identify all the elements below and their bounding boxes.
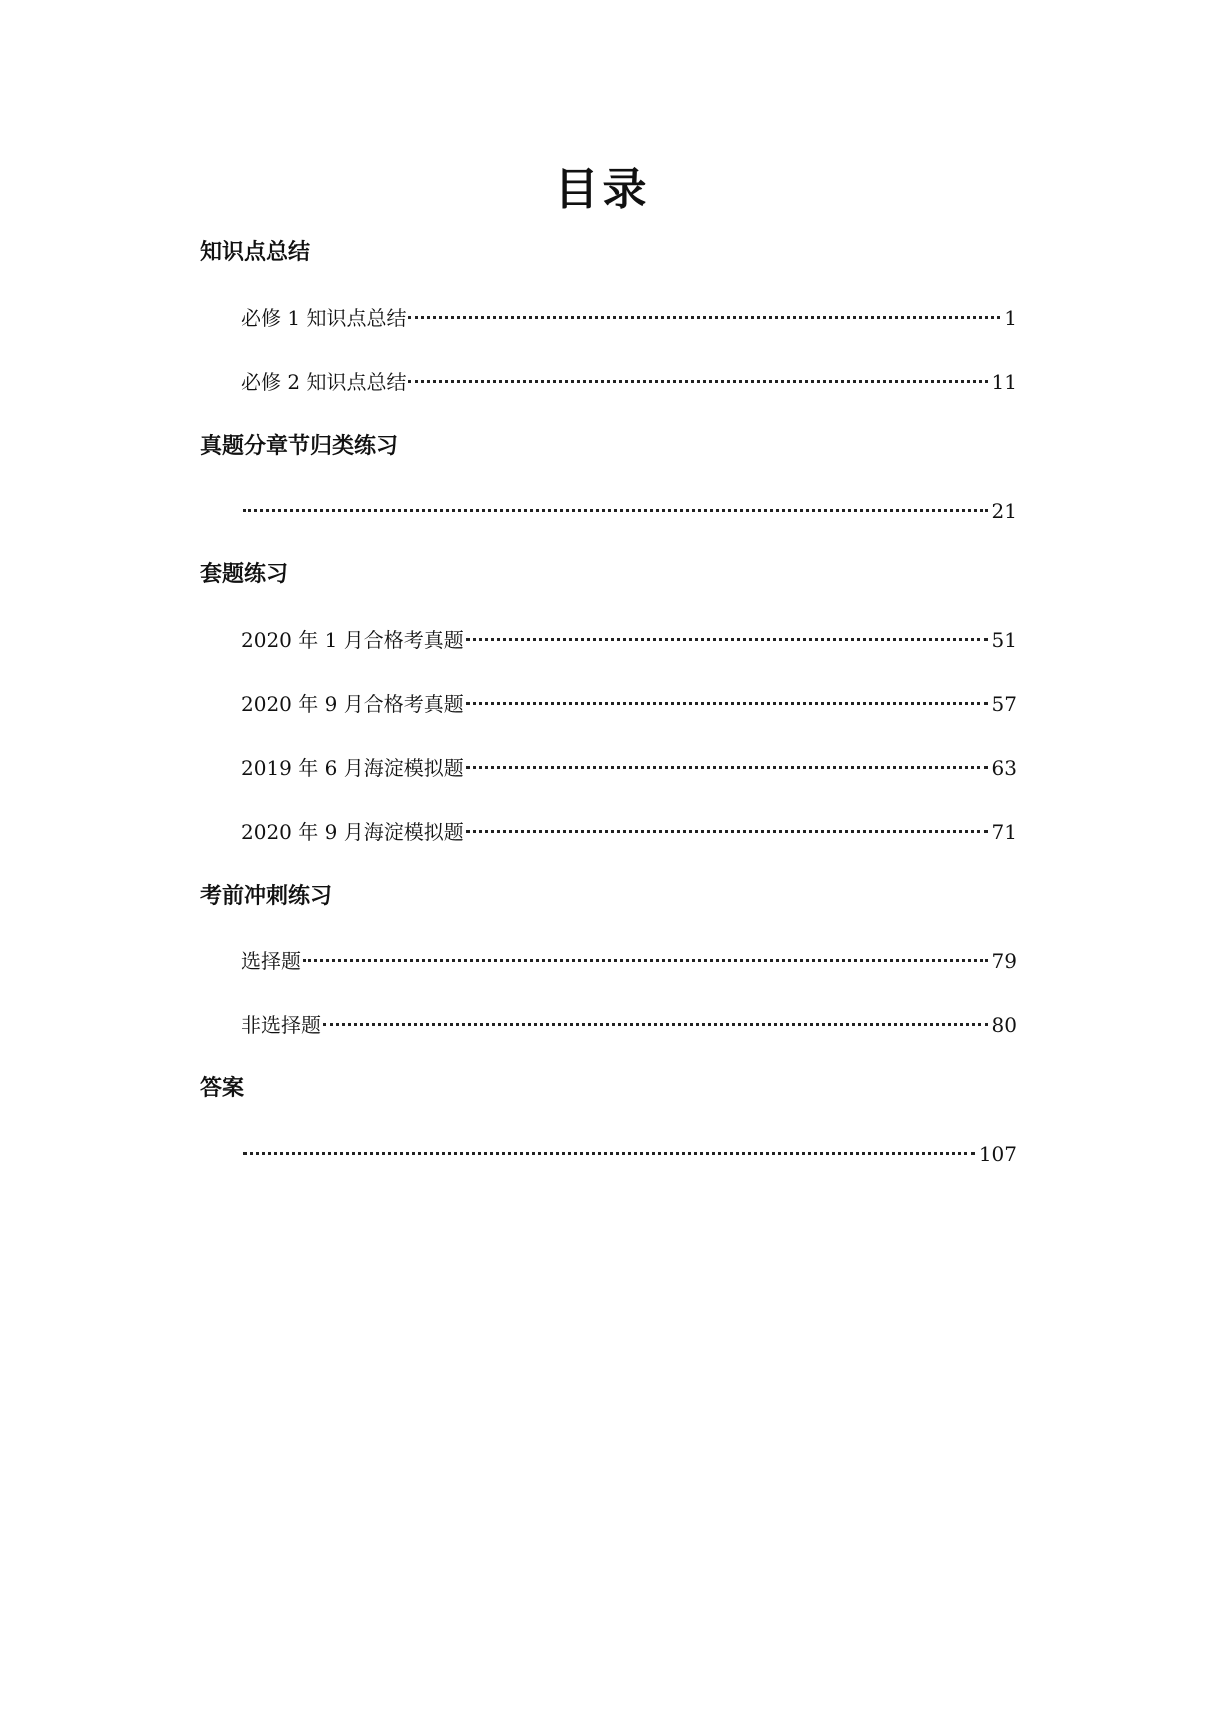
section-heading-chapter-exercises: 真题分章节归类练习 xyxy=(200,434,399,459)
toc-entry-page: 57 xyxy=(991,692,1017,716)
toc-entry[interactable] xyxy=(241,367,1017,397)
toc-entry-page: 11 xyxy=(991,370,1017,394)
dot-leader xyxy=(323,1023,988,1026)
dot-leader xyxy=(408,316,1000,319)
toc-entry[interactable] xyxy=(241,753,1017,783)
toc-entry[interactable] xyxy=(241,496,1017,526)
toc-entry-label: 2019 年 6 月海淀模拟题 xyxy=(241,756,464,780)
toc-entry-page: 63 xyxy=(991,756,1017,780)
toc-entry-page: 107 xyxy=(978,1142,1017,1166)
toc-entry-label: 必修 2 知识点总结 xyxy=(241,370,407,394)
section-heading-final-sprint: 考前冲刺练习 xyxy=(200,884,333,909)
toc-entry-page: 71 xyxy=(991,820,1017,844)
section-heading-mock-exams: 套题练习 xyxy=(200,562,289,587)
dot-leader xyxy=(243,509,988,512)
toc-entry-page: 51 xyxy=(991,628,1017,652)
toc-entry[interactable] xyxy=(241,1139,1017,1169)
toc-entry-label: 选择题 xyxy=(241,949,301,973)
dot-leader xyxy=(466,702,988,705)
toc-entry-label: 2020 年 9 月海淀模拟题 xyxy=(241,820,464,844)
toc-entry[interactable] xyxy=(241,817,1017,847)
page-title: 目录 xyxy=(554,164,651,215)
toc-entry[interactable] xyxy=(241,1010,1017,1040)
toc-entry[interactable] xyxy=(241,303,1017,333)
toc-entry-page: 1 xyxy=(1004,306,1017,330)
toc-entry-label: 非选择题 xyxy=(241,1013,321,1037)
section-heading-knowledge-summary: 知识点总结 xyxy=(200,240,311,265)
toc-entry-page: 80 xyxy=(991,1013,1017,1037)
toc-entry-page: 79 xyxy=(991,949,1017,973)
section-heading-answers: 答案 xyxy=(200,1076,245,1101)
dot-leader xyxy=(466,766,988,769)
toc-entry[interactable] xyxy=(241,946,1017,976)
toc-entry-label: 必修 1 知识点总结 xyxy=(241,306,407,330)
toc-entry-label: 2020 年 9 月合格考真题 xyxy=(241,692,464,716)
toc-entry-page: 21 xyxy=(991,499,1017,523)
toc-entry[interactable] xyxy=(241,689,1017,719)
toc-entry-label: 2020 年 1 月合格考真题 xyxy=(241,628,464,652)
dot-leader xyxy=(466,638,988,641)
dot-leader xyxy=(466,830,988,833)
dot-leader xyxy=(243,1152,975,1155)
toc-entry[interactable] xyxy=(241,625,1017,655)
dot-leader xyxy=(303,959,988,962)
dot-leader xyxy=(408,380,987,383)
